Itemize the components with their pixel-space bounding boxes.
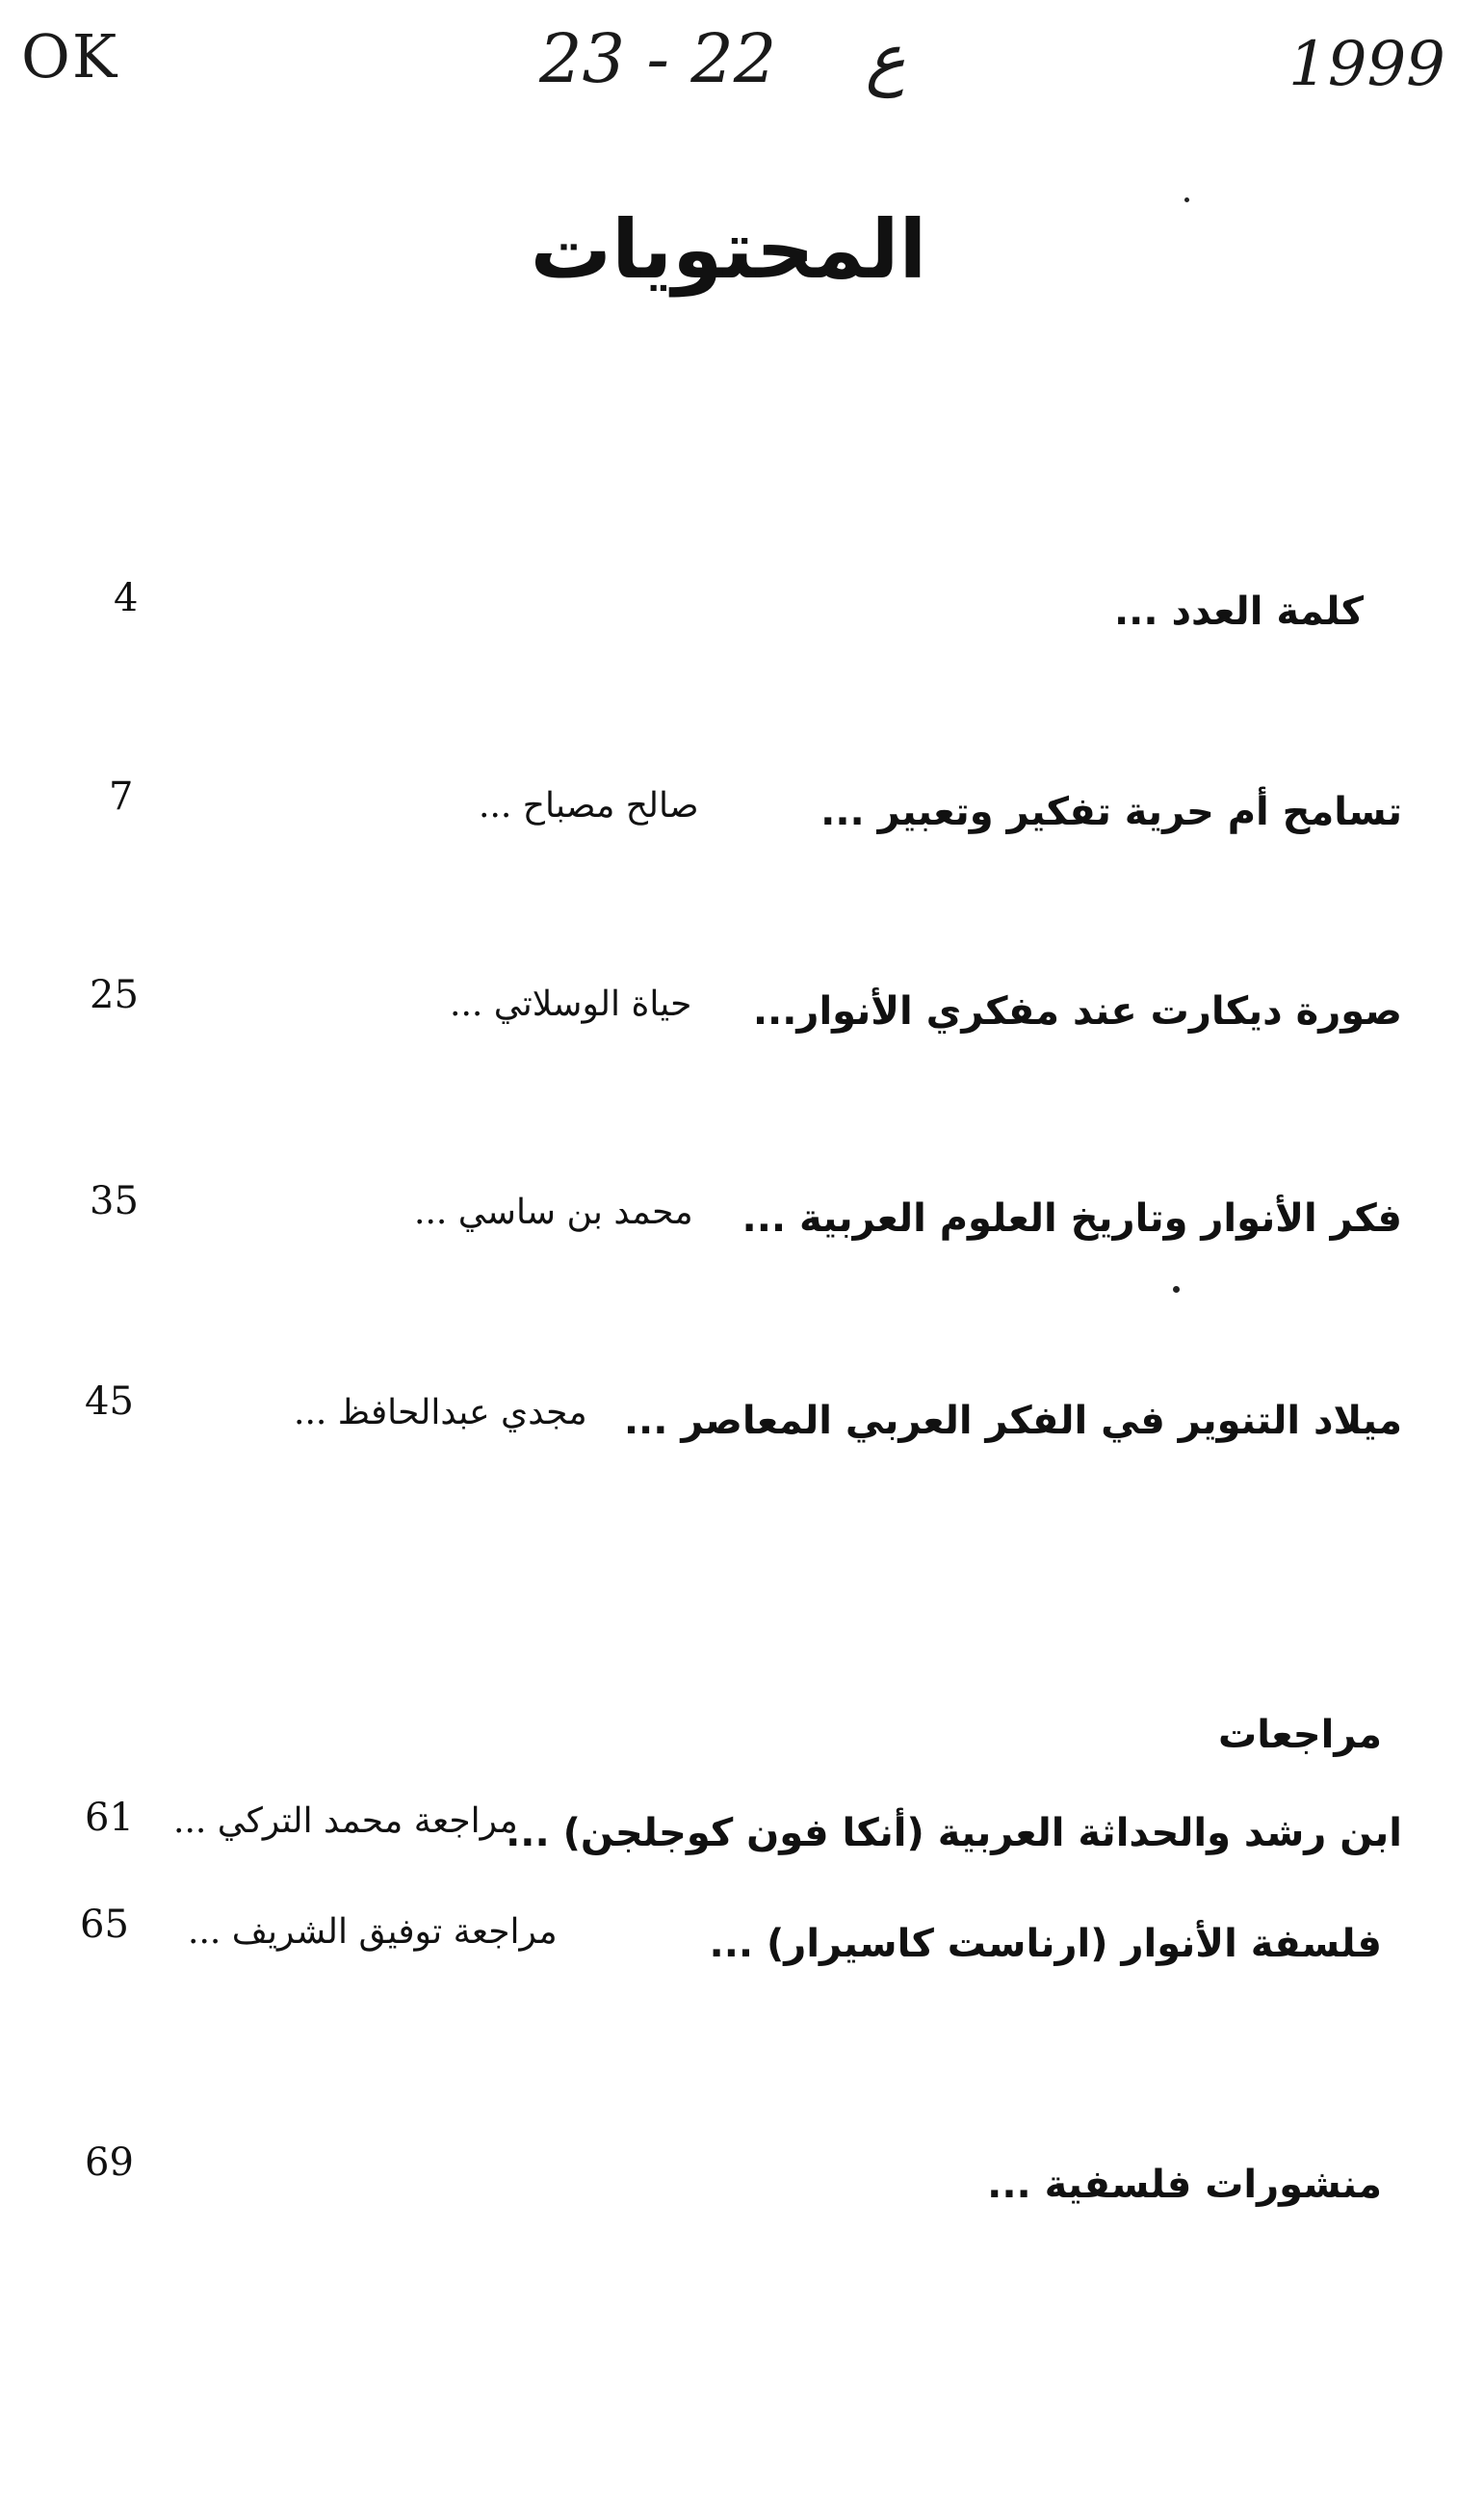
handwritten-ok-mark: OK [21,21,119,92]
page-title: المحتويات [530,202,927,297]
entry-title-3: صورة ديكارت عند مفكري الأنوار... [752,989,1402,1034]
entry-page-5: 45 [85,1379,134,1424]
entry-author-2: صالح مصباح ... [479,786,699,826]
review-title-1: ابن رشد والحداثة العربية (أنكا فون كوجلجن) ... [506,1811,1402,1855]
entry-author-5: مجدي عبدالحافظ ... [294,1393,587,1432]
handwritten-year: 1999 [1288,29,1445,100]
entry-page-4: 35 [90,1179,139,1223]
review-page-1: 61 [85,1796,134,1840]
entry-title-5: ميلاد التنوير في الفكر العربي المعاصر ... [623,1399,1402,1443]
entry-page-2: 7 [109,774,134,819]
entry-page-3: 25 [90,973,139,1017]
publications-title: منشورات فلسفية ... [987,2163,1382,2207]
entry-title-1: كلمة العدد ... [1113,590,1364,634]
entry-title-4: فكر الأنوار وتاريخ العلوم العربية ... [742,1196,1402,1241]
entry-page-1: 4 [114,576,139,620]
scan-speck [1184,197,1189,202]
publications-page: 69 [85,2140,134,2185]
reviews-heading: مراجعات [1218,1713,1382,1757]
review-title-2: فلسفة الأنوار (ارناست كاسيرار) ... [709,1922,1382,1966]
issue-label: ع [865,19,906,98]
review-author-2: مراجعة توفيق الشريف ... [188,1912,558,1952]
review-author-1: مراجعة محمد التركي ... [173,1801,518,1841]
issue-numbers: 23 - 22 [539,19,777,98]
scan-speck [1173,1286,1180,1293]
handwritten-issue-numbers [539,19,905,98]
review-page-2: 65 [80,1903,129,1947]
entry-title-2: تسامح أم حرية تفكير وتعبير ... [820,790,1402,834]
entry-author-4: محمد بن ساسي ... [414,1193,693,1232]
entry-author-3: حياة الوسلاتي ... [450,984,692,1024]
